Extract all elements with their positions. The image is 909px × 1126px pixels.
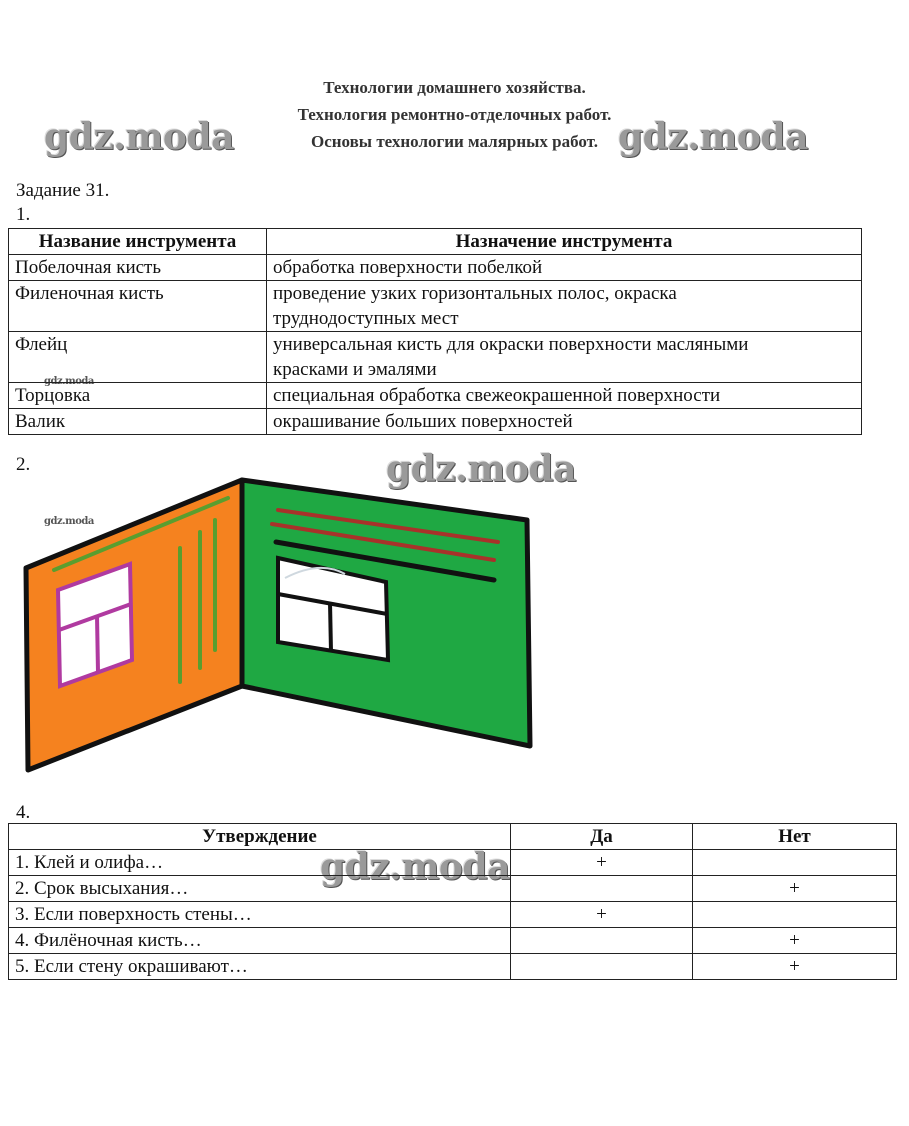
tool-purpose: [267, 409, 862, 435]
purpose-line: окрашивание больших поверхностей: [273, 411, 573, 432]
column-header: Утверждение: [9, 824, 511, 850]
column-header: Назначение инструмента: [267, 229, 862, 255]
watermark-middle: gdz.moda: [386, 448, 576, 490]
purpose-line: труднодоступных мест: [273, 308, 459, 329]
no-cell: +: [693, 954, 897, 980]
yes-cell: [511, 928, 693, 954]
no-cell: +: [693, 876, 897, 902]
header-line-2: Технология ремонтно-отделочных работ.: [297, 105, 612, 124]
column-header: Да: [511, 824, 693, 850]
yes-cell: [511, 954, 693, 980]
purpose-line: специальная обработка свежеокрашенной поверхности: [273, 385, 721, 406]
task-label: Задание 31.: [16, 180, 110, 201]
part-1-label: 1.: [16, 204, 31, 225]
statement-cell: 3. Если поверхность стены…: [9, 902, 511, 928]
no-cell: +: [693, 928, 897, 954]
tool-name: Побелочная кисть: [9, 255, 267, 281]
tool-purpose: [267, 281, 862, 332]
no-cell: [693, 850, 897, 876]
purpose-line: проведение узких горизонтальных полос, окраска: [273, 283, 677, 304]
table-row: [9, 850, 897, 876]
purpose-line: обработка поверхности побелкой: [273, 257, 543, 278]
tool-purpose: [267, 255, 862, 281]
table-row: [9, 902, 897, 928]
watermark-top-right: gdz.moda: [618, 116, 808, 158]
table-header-row: [9, 229, 862, 255]
table-row: [9, 409, 862, 435]
no-cell: [693, 902, 897, 928]
tool-name: Валик: [9, 409, 267, 435]
yes-cell: +: [511, 850, 693, 876]
room-corner-drawing: [0, 470, 560, 780]
statement-cell: 2. Срок высыхания…: [9, 876, 511, 902]
header-line-3: Основы технологии малярных работ.: [310, 132, 599, 151]
column-header: Нет: [693, 824, 897, 850]
table-row: [9, 255, 862, 281]
column-header: Название инструмента: [9, 229, 267, 255]
yes-cell: [511, 876, 693, 902]
table-row: [9, 954, 897, 980]
tool-purpose: [267, 332, 862, 383]
table-row: [9, 928, 897, 954]
watermark-bottom: gdz.moda: [320, 846, 510, 888]
statement-cell: 1. Клей и олифа…: [9, 850, 511, 876]
part-4-label: 4.: [16, 802, 31, 823]
tool-name: Филеночная кисть: [9, 281, 267, 332]
purpose-line: красками и эмалями: [273, 359, 437, 380]
tools-table: [8, 228, 862, 435]
yes-cell: +: [511, 902, 693, 928]
table-row: [9, 383, 862, 409]
watermark-top-left: gdz.moda: [44, 116, 234, 158]
statement-cell: 4. Филёночная кисть…: [9, 928, 511, 954]
watermark-small-1: gdz.moda: [44, 376, 94, 387]
header-line-1: Технологии домашнего хозяйства.: [323, 78, 586, 97]
table-header-row: [9, 824, 897, 850]
statements-table: [8, 823, 897, 980]
tool-name: Торцовка: [9, 383, 267, 409]
table-row: [9, 281, 862, 332]
watermark-small-2: gdz.moda: [44, 516, 94, 527]
tool-name: Флейц: [9, 332, 267, 383]
table-row: [9, 876, 897, 902]
statement-cell: 5. Если стену окрашивают…: [9, 954, 511, 980]
part-2-label: 2.: [16, 454, 31, 475]
purpose-line: универсальная кисть для окраски поверхности масляными: [273, 334, 749, 355]
tool-purpose: [267, 383, 862, 409]
table-row: [9, 332, 862, 383]
